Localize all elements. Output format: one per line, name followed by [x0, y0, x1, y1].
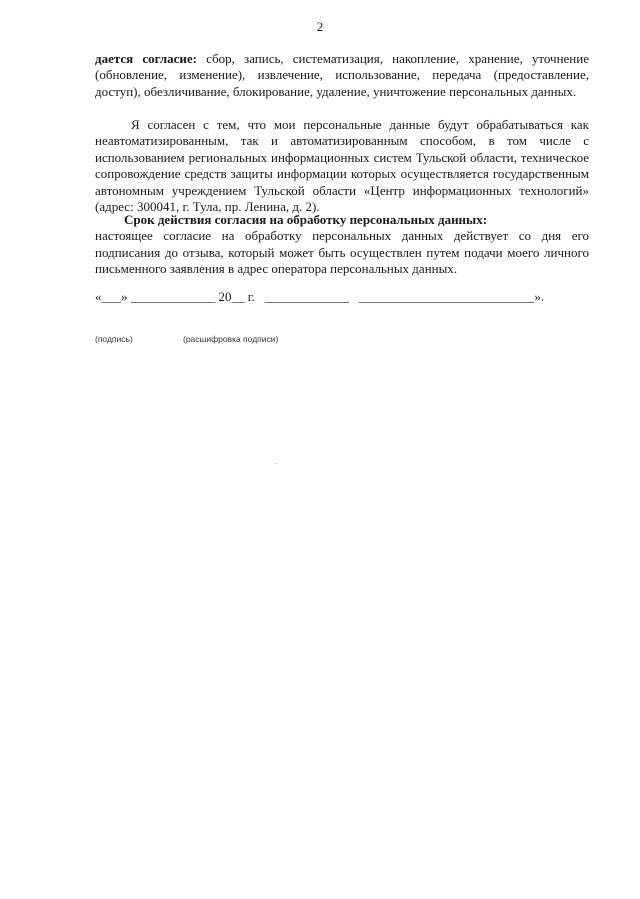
paragraph-text [95, 51, 589, 100]
scan-speck [275, 463, 276, 464]
signature-label: (подпись) [95, 334, 133, 344]
lead-bold-text: дается согласие: [95, 51, 197, 66]
page-number: 2 [316, 19, 324, 34]
validity-heading: Срок действия согласия на обработку персональных данных: [124, 212, 488, 227]
signature-decoding-label: (расшифровка подписи) [183, 334, 279, 344]
paragraph-validity-term [95, 212, 589, 278]
signature-line: «___» _____________ 20__ г. _____________ ___________________________». [95, 289, 545, 304]
processing-method-text: Я согласен с тем, что мои персональные данные будут обрабатываться как неавтоматизированным, так и автоматизированным способом, в том числе с использованием региональных информационных систем Тульской области, техническое сопровождение средств защиты информации которых осуществляется государственным автономным учреждением Тульской области «Центр информационных технологий» (адрес: 300041, г. Тула, пр. Ленина, д. 2). [95, 117, 589, 215]
consent-actions-text: сбор, запись, систематизация, накопление, хранение, уточнение (обновление, изменение), извлечение, использование, передача (предоставление, доступ), обезличивание, блокирование, удаление, уничтожение персональных данных. [95, 51, 589, 99]
validity-text: настоящее согласие на обработку персональных данных действует со дня его подписания до отзыва, который может быть осуществлен путем подачи моего личного письменного заявления в адрес оператора персональных данных. [95, 228, 589, 277]
paragraph-consent-actions [95, 51, 589, 100]
paragraph-processing-method [95, 117, 589, 215]
